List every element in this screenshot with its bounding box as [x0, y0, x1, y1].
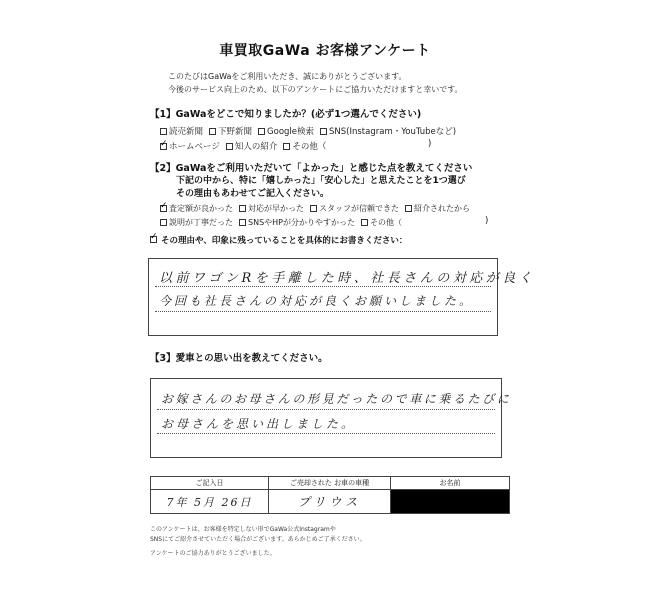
q2-option-staff[interactable]: スタッフが信頼できた — [310, 203, 399, 214]
writing-line — [157, 409, 495, 410]
q1-options-row-2 — [160, 140, 332, 152]
q2-reason-prompt: ✓その理由や、印象に残っていることを具体的にお書きください： — [150, 234, 407, 246]
q3-answer-box[interactable] — [150, 378, 512, 458]
q2-option-sns-hp[interactable]: SNSやHPが分かりやすかった — [239, 217, 355, 228]
q1-option-shimotsuke[interactable]: 下野新聞 — [209, 125, 252, 137]
checkbox-icon[interactable] — [258, 128, 265, 135]
date-value: 7年 5月 26日 — [166, 495, 253, 509]
q1-option-sns[interactable]: SNS(Instagram・YouTubeなど) — [320, 125, 456, 137]
q1-heading: 【1】GaWaをどこで知りましたか？(必ず1つ選んでください) — [150, 109, 422, 120]
q2-answer-line-2: 今回も社長さんの対応が良くお願いしました。 — [159, 294, 475, 308]
q1-options-row-1 — [160, 125, 462, 137]
checkbox-checked-icon — [150, 236, 157, 243]
customer-info-table — [150, 476, 510, 514]
car-model-value: プリウス — [297, 495, 362, 509]
name-redacted — [391, 490, 510, 514]
q2-option-introduced[interactable]: 紹介されたから — [405, 203, 470, 214]
q2-options-row-1 — [160, 203, 476, 214]
checkbox-icon[interactable] — [310, 205, 317, 212]
checkbox-icon[interactable] — [320, 128, 327, 135]
footer-line-2: SNSにてご紹介させていただく場合がございます。あらかじめご了承ください。 — [150, 536, 366, 543]
q2-option-speed[interactable]: 対応が早かった — [239, 203, 304, 214]
checkbox-icon[interactable] — [239, 205, 246, 212]
q1-option-homepage[interactable]: ✓ ホームページ — [160, 140, 220, 152]
q3-answer-line-1: お嫁さんのお母さんの形見だったので車に乗るたびに — [161, 392, 512, 406]
q3-answer-line-2: お母さんを思い出しました。 — [161, 417, 357, 431]
checkbox-icon[interactable] — [239, 219, 246, 226]
footer-line-3: アンケートのご協力ありがとうございました。 — [150, 550, 276, 557]
intro-line-2: 今後のサービス向上のため、以下のアンケートにご協力いただけますと幸いです。 — [168, 85, 463, 94]
q2-other-close: ) — [485, 216, 489, 226]
checkbox-icon[interactable] — [209, 128, 216, 135]
writing-line — [155, 286, 491, 287]
writing-line — [155, 311, 491, 312]
date-header: ご記入日 — [151, 477, 269, 490]
checkbox-icon[interactable] — [361, 219, 368, 226]
q1-option-google[interactable]: Google検索 — [258, 125, 314, 137]
q2-option-explanation[interactable]: 説明が丁寧だった — [160, 217, 233, 228]
q1-option-referral[interactable]: 知人の紹介 — [226, 140, 278, 152]
q1-option-yomiuri[interactable]: 読売新聞 — [160, 125, 203, 137]
checkbox-icon[interactable] — [160, 128, 167, 135]
car-model-header: ご売却された お車の車種 — [269, 477, 391, 490]
q3-heading: 【3】愛車との思い出を教えてください。 — [150, 353, 328, 364]
q2-sub-1: 下記の中から、特に「嬉しかった」「安心した」と思えたことを1つ選び — [176, 176, 466, 186]
checkbox-icon[interactable] — [160, 219, 167, 226]
q2-answer-line-1: 以前ワゴンRを手離した時、社長さんの対応が良く — [159, 271, 536, 286]
writing-line — [157, 433, 495, 434]
q2-option-other[interactable]: その他（ — [361, 217, 402, 228]
footer-line-1: このアンケートは、お客様を特定しない形でGaWa公式Instagramや — [150, 526, 336, 533]
q1-option-other[interactable]: その他（ — [283, 140, 326, 152]
checkbox-icon[interactable] — [283, 143, 290, 150]
q2-answer-box[interactable] — [148, 258, 536, 336]
checkbox-icon[interactable] — [405, 205, 412, 212]
checkbox-checked-icon[interactable] — [160, 143, 167, 150]
checkbox-icon[interactable] — [226, 143, 233, 150]
q2-heading: 【2】GaWaをご利用いただいて「よかった」と感じた点を教えてください — [150, 163, 473, 174]
q2-option-price[interactable]: ✓ 査定額が良かった — [160, 203, 233, 214]
car-model-field[interactable] — [269, 490, 391, 514]
page-title: 車買取GaWa お客様アンケート — [219, 43, 431, 59]
intro-line-1: このたびはGaWaをご利用いただき、誠にありがとうございます。 — [168, 72, 407, 81]
q2-sub-2: その理由もあわせてご記入ください。 — [176, 189, 330, 199]
checkbox-checked-icon[interactable] — [160, 205, 167, 212]
date-field[interactable] — [151, 490, 269, 514]
name-header: お名前 — [391, 477, 510, 490]
q2-options-row-2 — [160, 217, 408, 228]
q1-other-close: ) — [428, 139, 432, 149]
